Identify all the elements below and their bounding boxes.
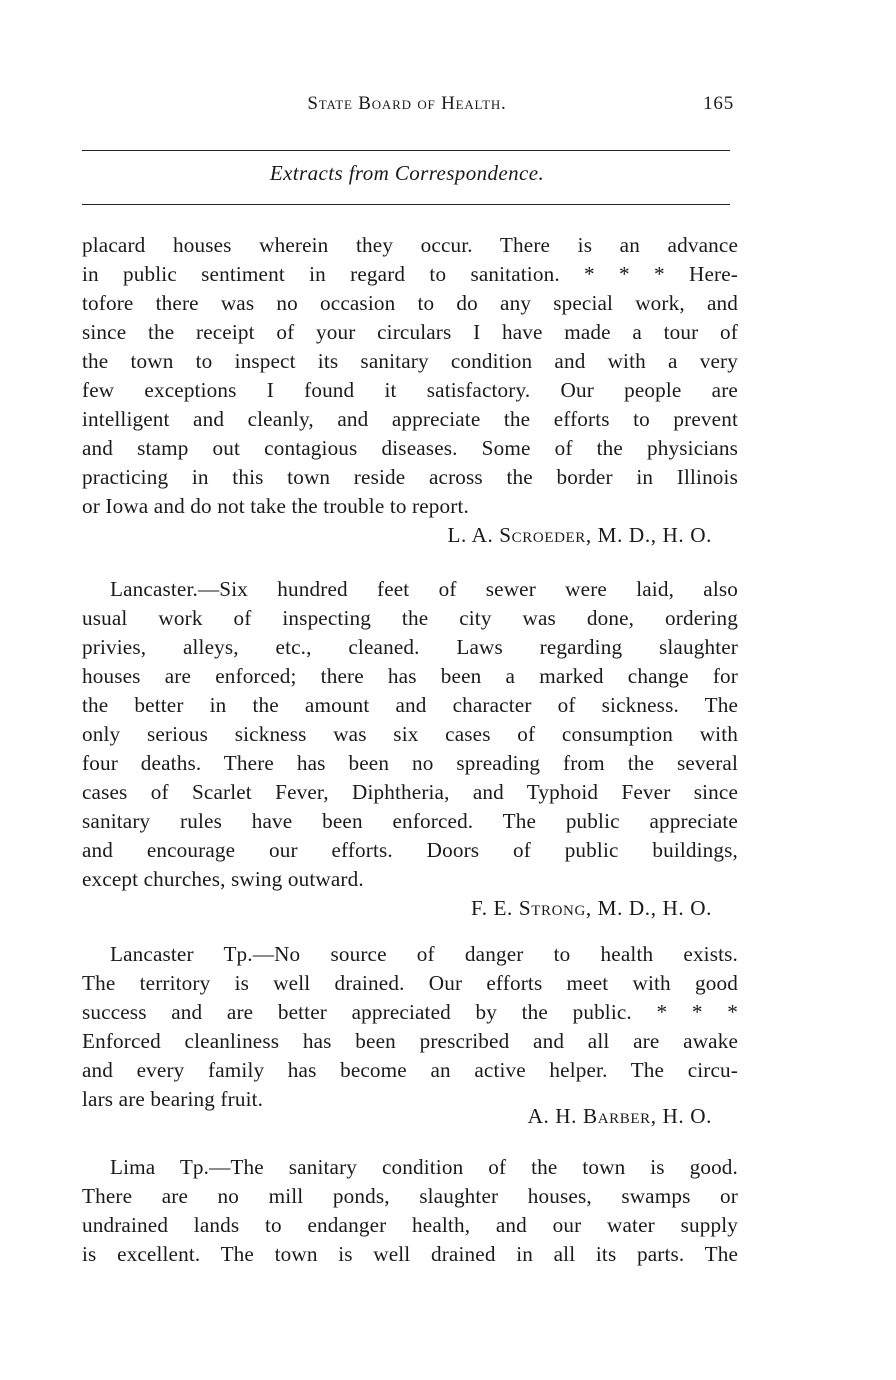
text-line: cases of Scarlet Fever, Diphtheria, and Typhoid Fever since [82,780,738,804]
text-line: practicing in this town reside across the border in Illinois [82,465,738,489]
text-line: placard houses wherein they occur. There is an advance [82,233,738,257]
text-line: privies, alleys, etc., cleaned. Laws regarding slaughter [82,635,738,659]
header-rule-top [82,150,730,151]
text-line: houses are enforced; there has been a marked change for [82,664,738,688]
text-line: since the receipt of your circulars I have made a tour of [82,320,738,344]
paragraph-lima-tp-report [82,1153,738,1269]
section-title: Extracts from Correspondence. [269,161,545,185]
signature: A. H. Barber, H. O. [527,1104,712,1128]
text-line: undrained lands to endanger health, and our water supply [82,1213,738,1237]
page-number: 165 [703,93,734,114]
text-line: is excellent. The town is well drained in all its parts. The [82,1242,738,1266]
text-line: only serious sickness was six cases of consumption with [82,722,738,746]
text-line: tofore there was no occasion to do any special work, and [82,291,738,315]
header-rule-bottom [82,204,730,205]
paragraph-lancaster-report [82,575,738,923]
text-line: lars are bearing fruit. [82,1087,264,1111]
text-line: except churches, swing outward. [82,867,364,891]
running-head-title: State Board of Health. [307,93,507,114]
text-line: the better in the amount and character of sickness. The [82,693,738,717]
text-line: success and are better appreciated by the public. * * * [82,1000,738,1024]
text-line: and stamp out contagious diseases. Some of the physicians [82,436,738,460]
paragraph-lancaster-tp-report [82,940,738,1131]
text-line: intelligent and cleanly, and appreciate the efforts to prevent [82,407,738,431]
text-line: Lima Tp.—The sanitary condition of the town is good. [110,1155,738,1179]
text-line: The territory is well drained. Our efforts meet with good [82,971,738,995]
signature: F. E. Strong, M. D., H. O. [471,896,712,920]
signature: L. A. Scroeder, M. D., H. O. [447,523,712,547]
text-line: in public sentiment in regard to sanitation. * * * Here- [82,262,738,286]
text-line: Enforced cleanliness has been prescribed and all are awake [82,1029,738,1053]
running-head [80,93,734,123]
paragraph-schroeder-report [82,231,738,550]
text-line: and every family has become an active helper. The circu- [82,1058,738,1082]
text-line: four deaths. There has been no spreading from the several [82,751,738,775]
text-line: sanitary rules have been enforced. The public appreciate [82,809,738,833]
text-line: and encourage our efforts. Doors of public buildings, [82,838,738,862]
text-line: few exceptions I found it satisfactory. Our people are [82,378,738,402]
text-line: Lancaster.—Six hundred feet of sewer were laid, also [110,577,738,601]
text-line: the town to inspect its sanitary condition and with a very [82,349,738,373]
text-line: There are no mill ponds, slaughter houses, swamps or [82,1184,738,1208]
text-line: or Iowa and do not take the trouble to report. [82,494,469,518]
text-line: Lancaster Tp.—No source of danger to health exists. [110,942,738,966]
text-line: usual work of inspecting the city was done, ordering [82,606,738,630]
